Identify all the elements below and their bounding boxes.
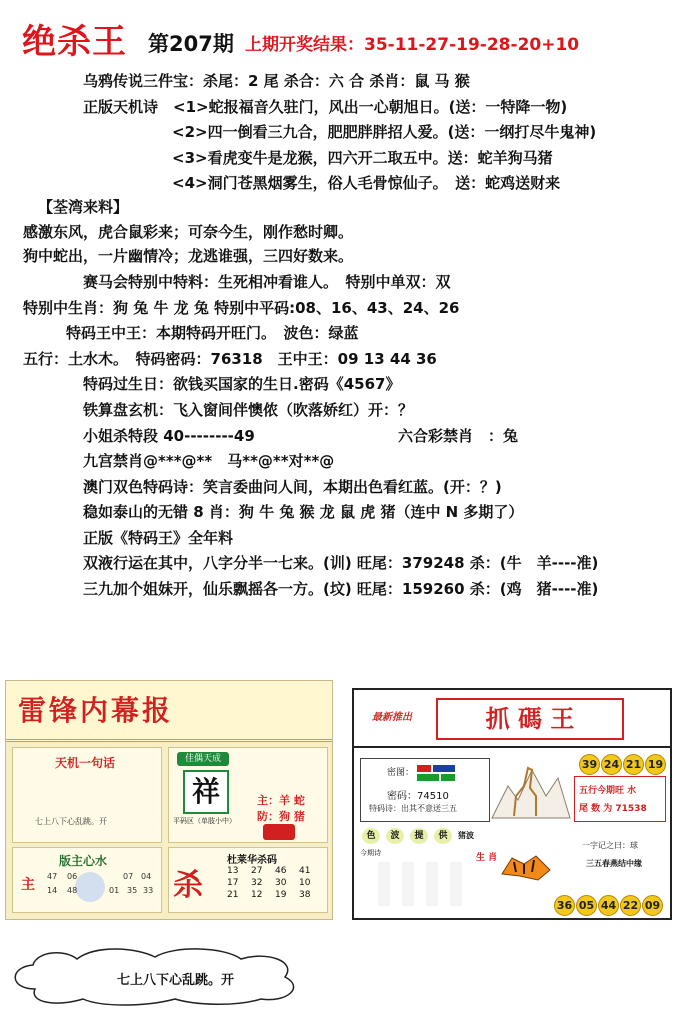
text-line: <2>四一倒看三九合，肥肥胖胖招人爱。(送：一纲打尽牛鬼神) xyxy=(172,123,597,141)
banzhu-num: 35 xyxy=(127,886,138,895)
mitu-block-icon xyxy=(441,774,455,781)
zhu-fang-box xyxy=(168,747,328,843)
dujia-num: 21 xyxy=(227,890,239,900)
banzhu-box xyxy=(12,847,162,913)
tianji-title: 天机一句话 xyxy=(55,756,116,770)
teshu-poem: 特码诗：出其不意送三五 xyxy=(369,804,457,813)
bottom-ball: 22 xyxy=(620,895,641,916)
dujia-num: 17 xyxy=(227,878,239,888)
tab-chip: 供 xyxy=(434,828,452,844)
text-line: 正版《特码王》全年料 xyxy=(83,529,234,547)
banzhu-num: 07 xyxy=(123,872,134,881)
ball-icon xyxy=(75,872,105,902)
text-line: 特码王中王：本期特码开旺门。 波色：绿蓝 xyxy=(66,324,359,342)
shengxiao-label: 生 肖 xyxy=(476,853,498,863)
giraffe-illustration-icon xyxy=(488,756,572,824)
text-line: 狗中蛇出，一片幽情冷；龙逃谁强，三四好数来。 xyxy=(23,247,354,265)
yizi-text: 一字记之曰：球 xyxy=(582,841,638,850)
ad-banner-title: 雷锋内幕报 xyxy=(18,694,174,727)
text-line: <4>洞门苍黑烟雾生，俗人毛骨惊仙子。 送：蛇鸡送财来 xyxy=(172,174,561,192)
leifeng-ad xyxy=(5,680,333,920)
text-line: 乌鸦传说三件宝：杀尾：2 尾 杀合：六 合 杀肖：鼠 马 猴 xyxy=(83,72,470,90)
text-line: <3>看虎变牛是龙猴，四六开二取五中。送：蛇羊狗马猪 xyxy=(172,149,553,167)
text-line: 赛马会特别中特料：生死相冲看谁人。 特别中单双：双 xyxy=(83,273,451,291)
last-draw-result: 上期开奖结果：35-11-27-19-28-20+10 xyxy=(245,35,580,55)
tab-chip: 猪波 xyxy=(458,831,474,840)
xiang-character: 祥 xyxy=(183,770,229,814)
dujia-title: 杜莱华杀码 xyxy=(227,855,277,866)
tianji-box xyxy=(12,747,162,843)
text-line: 感激东风，虎合鼠彩来；可奈今生，刚作愁时卿。 xyxy=(23,223,354,241)
cloud-bubble xyxy=(5,945,307,1007)
issue-number: 第207期 xyxy=(148,32,234,56)
banzhu-num: 04 xyxy=(141,872,152,881)
banzhu-title: 版主心水 xyxy=(59,854,108,868)
dujia-num: 38 xyxy=(299,890,311,900)
dujia-num: 12 xyxy=(251,890,263,900)
poem-label: 今期诗 xyxy=(360,849,381,857)
wuxing-box xyxy=(574,776,666,822)
text-line: 六合彩禁肖 ：兔 xyxy=(398,427,519,445)
dujia-num: 41 xyxy=(299,866,311,876)
bottom-ball: 05 xyxy=(576,895,597,916)
banzhu-num: 47 xyxy=(47,872,58,881)
tab-chip: 波 xyxy=(386,828,404,844)
page-title: 绝杀王 xyxy=(22,22,127,62)
banzhu-num: 48 xyxy=(67,886,78,895)
dujia-num: 46 xyxy=(275,866,287,876)
top-ball: 21 xyxy=(623,754,644,775)
zmw-header xyxy=(354,690,670,748)
text-line: 小姐杀特段 40--------49 xyxy=(83,427,255,445)
pingma-label: 平码区（单肢小中） xyxy=(173,817,236,825)
color-tabs xyxy=(362,828,474,844)
dujia-box xyxy=(168,847,328,913)
banzhu-num: 01 xyxy=(109,886,120,895)
dujia-num: 30 xyxy=(275,878,287,888)
mitu-block-icon xyxy=(417,774,439,781)
ad-banner xyxy=(6,681,332,742)
mitu-box xyxy=(360,758,490,822)
vertical-poem xyxy=(366,862,468,906)
wuxing-text: 五行今期旺 水 xyxy=(579,786,637,796)
text-line: 特码过生日：欲钱买国家的生日.密码《4567》 xyxy=(83,375,401,393)
fang-label: 防：狗 猪 xyxy=(257,810,305,823)
dujia-grid xyxy=(227,866,323,900)
cloud-text: 七上八下心乱跳。开 xyxy=(117,973,235,988)
bottom-ball: 44 xyxy=(598,895,619,916)
banzhu-num: 14 xyxy=(47,886,58,895)
zhu-char: 主 xyxy=(21,877,35,893)
mitu-block-icon xyxy=(433,765,455,772)
text-line: 澳门双色特码诗：笑言委曲问人间，本期出色看红蓝。(开：？) xyxy=(83,478,502,496)
mitu-label: 密图： xyxy=(387,768,415,778)
bottom-ball: 36 xyxy=(554,895,575,916)
bottom-ball: 09 xyxy=(642,895,663,916)
tab-chip: 提 xyxy=(410,828,428,844)
mima-code: 密码：74510 xyxy=(387,791,449,802)
dujia-num: 10 xyxy=(299,878,311,888)
dujia-num: 13 xyxy=(227,866,239,876)
text-line: 三九加个姐妹开，仙乐飘摇各一方。(坟) 旺尾：159260 杀：(鸡 猪----准) xyxy=(83,580,599,598)
text-line: 【荃湾来料】 xyxy=(38,198,129,216)
top-ball: 39 xyxy=(579,754,600,775)
banzhu-num: 06 xyxy=(67,872,78,881)
tiger-icon xyxy=(498,850,554,886)
zhuamawang-ad xyxy=(352,688,672,920)
zmw-subtitle: 最新推出 xyxy=(372,712,412,723)
tab-chip: 色 xyxy=(362,828,380,844)
red-seal-icon xyxy=(263,824,295,840)
text-line: 正版天机诗 <1>蛇报福音久驻门，风出一心朝旭日。(送：一特降一物) xyxy=(83,98,568,116)
text-line: 双液行运在其中，八字分半一七来。(训) 旺尾：379248 杀：(牛 羊----准) xyxy=(83,554,599,572)
text-line: 稳如泰山的无错 8 肖：狗 牛 兔 猴 龙 鼠 虎 猪（连中 N 多期了） xyxy=(83,503,524,521)
sanwu-text: 三五春燕结中缘 xyxy=(586,859,642,868)
mitu-block-icon xyxy=(417,765,431,772)
text-line: 九宫禁肖@***@** 马**@**对**@ xyxy=(83,452,335,470)
text-line: 铁算盘玄机：飞入窗间伴懊侬（吹落娇红）开：？ xyxy=(83,401,414,419)
top-ball: 19 xyxy=(645,754,666,775)
banzhu-num: 33 xyxy=(143,886,154,895)
dujia-num: 19 xyxy=(275,890,287,900)
top-ball: 24 xyxy=(601,754,622,775)
sha-character: 杀 xyxy=(173,868,203,903)
text-line: 五行：土水木。 特码密码：76318 王中王：09 13 44 36 xyxy=(23,350,437,368)
stamp-label: 佳偶天成 xyxy=(177,752,229,766)
dujia-num: 27 xyxy=(251,866,263,876)
text-line: 特别中生肖：狗 兔 牛 龙 兔 特别中平码:08、16、43、24、26 xyxy=(23,299,460,317)
zmw-title: 抓 碼 王 xyxy=(436,698,624,740)
dujia-num: 32 xyxy=(251,878,263,888)
tianji-text: 七上八下心乱跳。开 xyxy=(35,817,107,826)
weishu-text: 尾 数 为 71538 xyxy=(579,804,647,814)
zhu-label: 主：羊 蛇 xyxy=(257,794,305,807)
